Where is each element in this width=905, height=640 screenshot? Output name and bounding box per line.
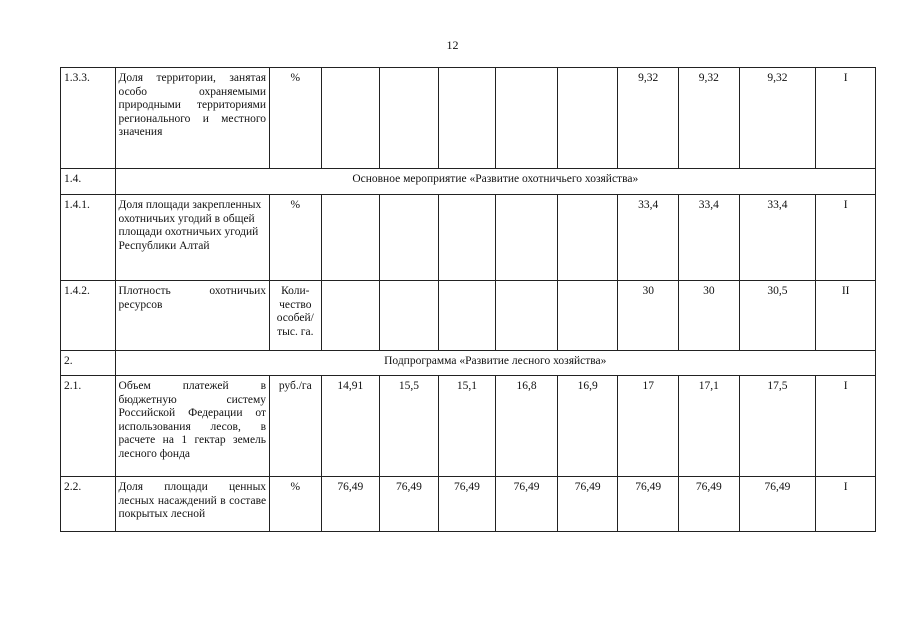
value-cell: 76,49 (321, 477, 380, 532)
value-cell (557, 195, 618, 281)
value-cell: 17 (618, 376, 679, 477)
value-cell: 76,49 (679, 477, 740, 532)
value-cell (557, 281, 618, 351)
value-cell: 33,4 (679, 195, 740, 281)
value-cell (496, 281, 558, 351)
priority-cell: I (816, 68, 876, 169)
value-cell: 17,5 (739, 376, 816, 477)
row-number: 1.4. (61, 169, 116, 195)
value-cell (496, 195, 558, 281)
section-row (61, 169, 876, 195)
row-number: 1.4.1. (61, 195, 116, 281)
value-cell: 16,9 (557, 376, 618, 477)
table-row (61, 195, 876, 281)
table-row (61, 376, 876, 477)
value-cell (496, 68, 558, 169)
row-number: 2.1. (61, 376, 116, 477)
value-cell: 76,49 (618, 477, 679, 532)
section-row (61, 351, 876, 376)
value-cell: 33,4 (618, 195, 679, 281)
indicator-name: Доля территории, занятая особо охраняемыми природными территориями регионального и местного значения (115, 68, 270, 169)
value-cell: 30 (679, 281, 740, 351)
table-row (61, 68, 876, 169)
page-number: 12 (446, 38, 459, 52)
value-cell: 76,49 (496, 477, 558, 532)
indicator-name: Объем платежей в бюджетную систему Российской Федерации от использования лесов, в расчете на 1 гектар земель лесного фонда (115, 376, 270, 477)
value-cell: 15,1 (438, 376, 496, 477)
value-cell: 76,49 (380, 477, 439, 532)
value-cell (438, 195, 496, 281)
row-number: 1.3.3. (61, 68, 116, 169)
section-title: Основное мероприятие «Развитие охотничьего хозяйства» (115, 169, 875, 195)
unit-cell: % (270, 68, 322, 169)
unit-cell: % (270, 477, 322, 532)
value-cell: 15,5 (380, 376, 439, 477)
indicator-name: Доля площади ценных лесных насаждений в составе покрытых лесной (115, 477, 270, 532)
unit-cell: Коли-чество особей/ тыс. га. (270, 281, 322, 351)
value-cell: 76,49 (438, 477, 496, 532)
table-row (61, 281, 876, 351)
value-cell: 33,4 (739, 195, 816, 281)
unit-cell: % (270, 195, 322, 281)
value-cell: 76,49 (739, 477, 816, 532)
section-title: Подпрограмма «Развитие лесного хозяйства» (115, 351, 875, 376)
priority-cell: I (816, 477, 876, 532)
indicators-table (60, 67, 876, 532)
row-number: 2. (61, 351, 116, 376)
row-number: 1.4.2. (61, 281, 116, 351)
indicator-name: Доля площади закрепленных охотничьих угодий в общей площади охотничьих угодий Республики Алтай (115, 195, 270, 281)
value-cell (380, 281, 439, 351)
row-number: 2.2. (61, 477, 116, 532)
value-cell (321, 68, 380, 169)
priority-cell: I (816, 195, 876, 281)
value-cell (321, 281, 380, 351)
priority-cell: I (816, 376, 876, 477)
priority-cell: II (816, 281, 876, 351)
value-cell (380, 68, 439, 169)
value-cell (321, 195, 380, 281)
value-cell (557, 68, 618, 169)
value-cell: 17,1 (679, 376, 740, 477)
value-cell: 30 (618, 281, 679, 351)
unit-cell: руб./га (270, 376, 322, 477)
value-cell: 30,5 (739, 281, 816, 351)
value-cell (380, 195, 439, 281)
table-row (61, 477, 876, 532)
value-cell (438, 68, 496, 169)
value-cell: 16,8 (496, 376, 558, 477)
value-cell: 9,32 (618, 68, 679, 169)
value-cell: 76,49 (557, 477, 618, 532)
value-cell (438, 281, 496, 351)
value-cell: 9,32 (679, 68, 740, 169)
indicator-name: Плотность охотничьих ресурсов (115, 281, 270, 351)
value-cell: 9,32 (739, 68, 816, 169)
value-cell: 14,91 (321, 376, 380, 477)
